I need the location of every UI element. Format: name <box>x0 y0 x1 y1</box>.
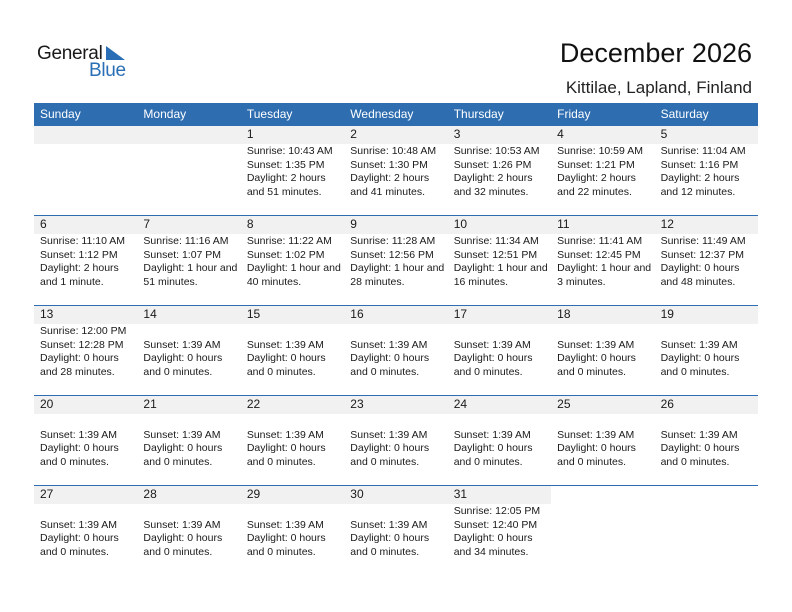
day-info-line: and 0 minutes. <box>453 455 523 468</box>
day-number: 25 <box>551 396 654 414</box>
day-info-line: Sunset: 1:39 AM <box>660 428 738 441</box>
day-info-line: Daylight: 0 hours <box>350 352 430 364</box>
day-info-line: Sunset: 1:39 AM <box>557 338 635 351</box>
day-info-line: Sunset: 1:39 AM <box>143 518 221 531</box>
day-info-line: Sunset: 1:07 PM <box>143 248 222 261</box>
day-info-line <box>40 505 137 519</box>
day-info-line: Daylight: 0 hours <box>350 532 430 544</box>
day-info-line: 40 minutes. <box>246 275 302 288</box>
day-info-line: Daylight: 1 hour and <box>246 262 341 274</box>
day-cell <box>655 396 758 469</box>
weekday-thursday: Thursday <box>453 107 504 121</box>
day-cell <box>34 486 137 559</box>
day-info-line: Daylight: 2 hours <box>453 172 533 184</box>
day-info <box>448 414 551 469</box>
day-info-line: Daylight: 0 hours <box>453 532 533 544</box>
day-info <box>551 234 654 289</box>
logo <box>37 43 137 83</box>
day-info-line: and 32 minutes. <box>453 185 529 198</box>
day-number: 16 <box>344 306 447 324</box>
day-info-line: and 0 minutes. <box>350 545 420 558</box>
day-info-line: Sunrise: 11:04 AM <box>660 145 746 157</box>
calendar <box>34 103 758 575</box>
day-info-line: Sunset: 12:51 PM <box>453 248 538 261</box>
day-info-line: Sunset: 1:39 AM <box>350 518 428 531</box>
day-info <box>448 234 551 289</box>
day-info <box>655 414 758 469</box>
day-info-line: and 48 minutes. <box>660 275 736 288</box>
day-cell <box>448 486 551 559</box>
day-info-line: Daylight: 0 hours <box>143 532 223 544</box>
day-number: 1 <box>241 126 344 144</box>
day-info-line: 51 minutes. <box>143 275 198 288</box>
day-cell <box>551 396 654 469</box>
day-number <box>34 126 137 144</box>
day-info-line: 16 minutes. <box>453 275 508 288</box>
day-info-line: and 0 minutes. <box>143 365 213 378</box>
day-info-line: Sunset: 1:16 PM <box>660 158 739 171</box>
day-info-line <box>40 415 137 429</box>
day-number: 2 <box>344 126 447 144</box>
day-info <box>137 144 240 145</box>
day-number: 7 <box>137 216 240 234</box>
day-info-line: and 0 minutes. <box>143 545 213 558</box>
day-info-line: and 28 minutes. <box>40 365 115 378</box>
day-cell <box>448 126 551 199</box>
day-info-line: Daylight: 0 hours <box>246 352 326 364</box>
weekday-friday: Friday <box>557 107 591 121</box>
day-info-line <box>350 505 447 519</box>
weekday-monday: Monday <box>143 107 187 121</box>
day-number: 29 <box>241 486 344 504</box>
day-cell <box>344 126 447 199</box>
day-cell <box>448 396 551 469</box>
day-info-line: Sunset: 12:56 PM <box>350 248 434 261</box>
day-number: 3 <box>448 126 551 144</box>
day-cell <box>551 486 654 559</box>
day-info-line: Sunset: 1:39 AM <box>246 338 324 351</box>
day-cell <box>655 486 758 559</box>
day-number: 31 <box>448 486 551 504</box>
day-info <box>34 414 137 469</box>
weekday-saturday: Saturday <box>660 107 709 121</box>
day-info <box>241 324 344 379</box>
calendar-weeks <box>34 126 758 575</box>
day-info-line: Sunset: 12:40 PM <box>453 518 538 531</box>
day-info-line: 3 minutes. <box>557 275 606 288</box>
day-number: 26 <box>655 396 758 414</box>
day-info-line: Daylight: 0 hours <box>350 442 430 454</box>
day-info-line: Daylight: 0 hours <box>143 352 223 364</box>
day-info <box>137 324 240 379</box>
day-cell <box>551 126 654 199</box>
day-info-line: Sunset: 1:39 AM <box>143 338 221 351</box>
day-info-line: Sunrise: 11:16 AM <box>143 235 229 247</box>
day-info-line <box>661 415 758 429</box>
day-info-line <box>143 505 240 519</box>
day-info-line: Sunset: 1:39 AM <box>660 338 738 351</box>
day-cell <box>551 306 654 379</box>
day-number: 6 <box>34 216 137 234</box>
day-number: 5 <box>655 126 758 144</box>
day-info-line: Sunrise: 11:28 AM <box>350 235 436 247</box>
day-info-line: Sunset: 1:21 PM <box>557 158 635 171</box>
day-info-line: 28 minutes. <box>350 275 405 288</box>
day-info-line: Daylight: 0 hours <box>557 442 636 454</box>
day-info <box>344 324 447 379</box>
day-info-line: Daylight: 0 hours <box>246 532 326 544</box>
day-info-line <box>557 325 654 339</box>
day-info-line: Sunset: 1:30 PM <box>350 158 428 171</box>
day-cell <box>34 216 137 289</box>
day-info-line: Sunset: 12:28 PM <box>40 338 124 351</box>
logo-text-blue: Blue <box>89 60 126 81</box>
day-info-line: Daylight: 0 hours <box>40 442 119 454</box>
day-info-line: and 12 minutes. <box>660 185 736 198</box>
day-info-line: Sunrise: 11:41 AM <box>557 235 643 247</box>
day-info-line: and 0 minutes. <box>350 365 420 378</box>
day-info <box>344 504 447 559</box>
day-info-line: Sunrise: 11:22 AM <box>246 235 332 247</box>
day-number: 24 <box>448 396 551 414</box>
day-info-line: and 34 minutes. <box>453 545 529 558</box>
day-cell <box>137 306 240 379</box>
day-cell <box>241 486 344 559</box>
day-number: 10 <box>448 216 551 234</box>
week-row <box>34 126 758 215</box>
day-cell <box>344 306 447 379</box>
day-info-line: and 0 minutes. <box>557 365 627 378</box>
day-info-line: Sunset: 1:26 PM <box>453 158 532 171</box>
page-title: December 2026 <box>559 38 752 68</box>
day-info-line: Daylight: 0 hours <box>143 442 223 454</box>
day-info <box>551 144 654 199</box>
day-info-line: Sunrise: 11:10 AM <box>40 235 126 247</box>
day-info-line: Sunset: 1:39 AM <box>557 428 635 441</box>
day-info-line: Daylight: 2 hours <box>557 172 636 184</box>
day-cell <box>655 216 758 289</box>
day-info <box>241 234 344 289</box>
day-info-line: and 0 minutes. <box>143 455 213 468</box>
day-number: 30 <box>344 486 447 504</box>
day-info-line: and 0 minutes. <box>246 455 316 468</box>
day-info-line <box>350 325 447 339</box>
day-info <box>448 324 551 379</box>
day-info-line: Sunrise: 12:00 PM <box>40 325 127 337</box>
day-info-line: Sunrise: 11:49 AM <box>660 235 746 247</box>
location-subtitle: Kittilae, Lapland, Finland <box>565 78 752 97</box>
day-cell <box>34 306 137 379</box>
day-info-line: Daylight: 2 hours <box>246 172 326 184</box>
day-info <box>241 504 344 559</box>
day-info <box>655 144 758 199</box>
day-number: 17 <box>448 306 551 324</box>
day-info <box>655 234 758 289</box>
day-info-line: and 0 minutes. <box>246 545 316 558</box>
day-info-line: and 22 minutes. <box>557 185 632 198</box>
day-info-line: Sunset: 1:39 AM <box>350 338 428 351</box>
day-number: 22 <box>241 396 344 414</box>
day-number <box>655 486 758 504</box>
day-info <box>551 324 654 379</box>
day-info <box>34 324 137 379</box>
day-cell <box>551 216 654 289</box>
day-info-line: Daylight: 0 hours <box>246 442 326 454</box>
day-info-line <box>247 415 344 429</box>
day-info-line: and 0 minutes. <box>246 365 316 378</box>
day-info-line: Sunrise: 10:53 AM <box>453 145 540 157</box>
day-number: 4 <box>551 126 654 144</box>
day-info <box>34 234 137 289</box>
day-cell <box>344 396 447 469</box>
day-number: 8 <box>241 216 344 234</box>
day-info <box>448 504 551 559</box>
day-number: 19 <box>655 306 758 324</box>
day-info-line: Sunrise: 10:43 AM <box>246 145 333 157</box>
day-info-line: Daylight: 0 hours <box>40 352 119 364</box>
day-info-line: Daylight: 0 hours <box>660 262 740 274</box>
day-info-line: Daylight: 1 hour and <box>453 262 548 274</box>
day-info <box>241 414 344 469</box>
day-info-line <box>454 415 551 429</box>
day-number: 11 <box>551 216 654 234</box>
day-cell <box>137 126 240 199</box>
day-info-line: Sunrise: 10:48 AM <box>350 145 437 157</box>
day-number: 28 <box>137 486 240 504</box>
day-info-line: and 0 minutes. <box>660 365 730 378</box>
weekday-tuesday: Tuesday <box>246 107 293 121</box>
day-info-line: Sunset: 1:02 PM <box>246 248 325 261</box>
day-cell <box>241 126 344 199</box>
day-info-line: Daylight: 0 hours <box>40 532 119 544</box>
day-cell <box>655 126 758 199</box>
weekday-wednesday: Wednesday <box>350 107 414 121</box>
day-info-line: Daylight: 1 hour and <box>350 262 445 274</box>
day-info-line: and 51 minutes. <box>246 185 322 198</box>
day-info <box>34 504 137 559</box>
day-info-line: Daylight: 2 hours <box>40 262 119 274</box>
weekday-header <box>34 103 758 126</box>
logo-triangle-icon <box>106 46 125 60</box>
day-cell <box>655 306 758 379</box>
day-number: 20 <box>34 396 137 414</box>
day-info-line: Daylight: 1 hour and <box>557 262 652 274</box>
day-info <box>34 144 137 145</box>
day-info <box>137 234 240 289</box>
day-cell <box>137 396 240 469</box>
day-info-line: Daylight: 0 hours <box>660 352 740 364</box>
day-number: 27 <box>34 486 137 504</box>
day-info <box>448 144 551 199</box>
day-info-line <box>661 325 758 339</box>
day-number <box>137 126 240 144</box>
day-info-line: and 41 minutes. <box>350 185 425 198</box>
day-cell <box>448 216 551 289</box>
day-info-line: and 0 minutes. <box>557 455 627 468</box>
day-info-line: Sunrise: 12:05 PM <box>453 505 541 517</box>
day-number: 12 <box>655 216 758 234</box>
day-info-line: Sunset: 1:39 AM <box>453 338 531 351</box>
day-info-line: and 0 minutes. <box>350 455 420 468</box>
day-cell <box>137 486 240 559</box>
day-info-line: Sunset: 1:39 AM <box>453 428 531 441</box>
day-info-line: Sunset: 12:37 PM <box>660 248 745 261</box>
day-cell <box>344 486 447 559</box>
day-info-line: Daylight: 1 hour and <box>143 262 238 274</box>
day-info-line: Sunset: 12:45 PM <box>557 248 641 261</box>
week-row <box>34 395 758 485</box>
day-cell <box>241 396 344 469</box>
day-info <box>344 414 447 469</box>
day-number: 23 <box>344 396 447 414</box>
day-info-line: and 0 minutes. <box>40 545 109 558</box>
logo-text-general: General <box>37 43 103 64</box>
day-info-line <box>247 325 344 339</box>
day-info-line: Sunset: 1:39 AM <box>246 428 324 441</box>
day-info-line: Sunrise: 10:59 AM <box>557 145 643 157</box>
day-info <box>137 504 240 559</box>
day-info-line <box>247 505 344 519</box>
weekday-sunday: Sunday <box>40 107 81 121</box>
day-info <box>655 324 758 379</box>
day-info-line: Daylight: 2 hours <box>660 172 740 184</box>
day-info <box>241 144 344 199</box>
day-cell <box>137 216 240 289</box>
day-info-line: Sunset: 1:39 AM <box>40 518 118 531</box>
day-info-line: Daylight: 2 hours <box>350 172 430 184</box>
day-info-line: Sunset: 1:39 AM <box>246 518 324 531</box>
day-number: 21 <box>137 396 240 414</box>
day-info-line: and 0 minutes. <box>453 365 523 378</box>
day-cell <box>344 216 447 289</box>
day-info-line: and 0 minutes. <box>660 455 730 468</box>
day-cell <box>241 216 344 289</box>
week-row <box>34 485 758 575</box>
day-info-line: Sunset: 1:12 PM <box>40 248 118 261</box>
day-info-line: Sunset: 1:39 AM <box>350 428 428 441</box>
day-info-line: Sunrise: 11:34 AM <box>453 235 539 247</box>
day-info-line <box>350 415 447 429</box>
day-info-line <box>454 325 551 339</box>
day-info <box>137 414 240 469</box>
week-row <box>34 215 758 305</box>
day-number <box>551 486 654 504</box>
day-number: 13 <box>34 306 137 324</box>
day-cell <box>241 306 344 379</box>
day-info <box>551 504 654 505</box>
day-info-line: and 0 minutes. <box>40 455 109 468</box>
day-info-line: Daylight: 0 hours <box>453 352 533 364</box>
day-info-line <box>143 415 240 429</box>
day-info-line: Daylight: 0 hours <box>660 442 740 454</box>
week-row <box>34 305 758 395</box>
day-number: 9 <box>344 216 447 234</box>
day-cell <box>34 126 137 199</box>
day-info <box>344 144 447 199</box>
day-info-line: and 1 minute. <box>40 275 104 288</box>
day-info-line: Sunset: 1:39 AM <box>143 428 221 441</box>
day-info <box>551 414 654 469</box>
day-number: 18 <box>551 306 654 324</box>
day-info-line: Sunset: 1:35 PM <box>246 158 325 171</box>
day-info-line: Daylight: 0 hours <box>557 352 636 364</box>
day-info-line: Daylight: 0 hours <box>453 442 533 454</box>
day-cell <box>448 306 551 379</box>
day-info <box>655 504 758 505</box>
day-info-line: Sunset: 1:39 AM <box>40 428 118 441</box>
day-info-line <box>143 325 240 339</box>
day-number: 15 <box>241 306 344 324</box>
day-cell <box>34 396 137 469</box>
day-info-line <box>557 415 654 429</box>
day-number: 14 <box>137 306 240 324</box>
day-info <box>344 234 447 289</box>
